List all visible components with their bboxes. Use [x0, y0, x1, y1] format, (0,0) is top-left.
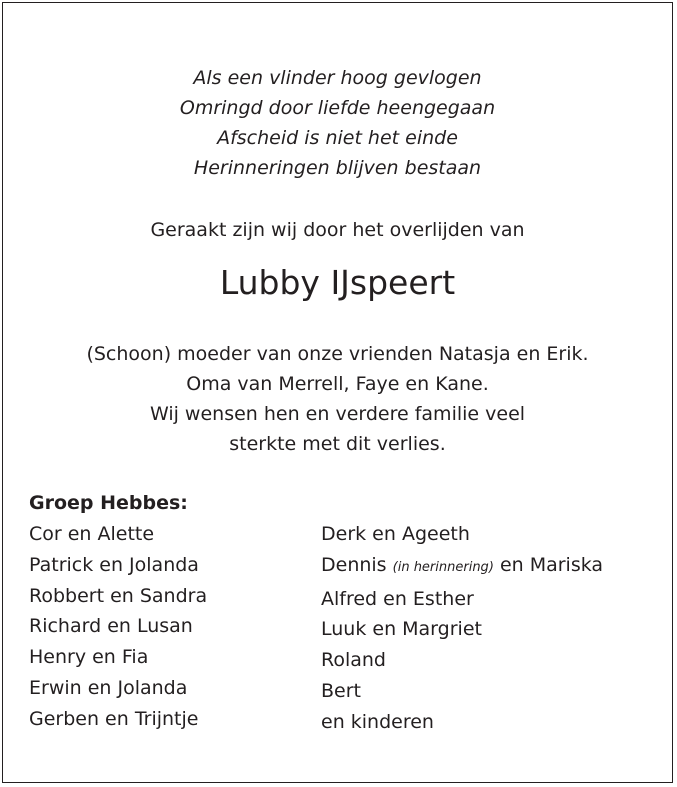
signatory: Cor en Alette [29, 523, 155, 545]
intro-text: Geraakt zijn wij door het overlijden van [150, 219, 525, 241]
signatory: Erwin en Jolanda [29, 676, 188, 699]
signatory: Bert [321, 679, 361, 702]
signatory-dennis [321, 550, 603, 584]
condolence-message [3, 339, 672, 459]
message-line: Oma van Merrell, Faye en Kane. [186, 373, 489, 395]
group-title: Groep Hebbes: [29, 492, 188, 514]
poem-line: Als een vlinder hoog gevlogen [193, 67, 482, 89]
memorial-note: (in herinnering) [392, 559, 494, 575]
signatories-left [29, 519, 207, 735]
signatory: Richard en Lusan [29, 615, 193, 638]
signatory-name: Dennis [321, 553, 387, 576]
obituary-card [2, 2, 673, 783]
signatories-right [321, 519, 603, 738]
poem [3, 63, 672, 183]
poem-line: Herinneringen blijven bestaan [193, 157, 482, 179]
signatory: Patrick en Jolanda [29, 553, 199, 576]
signatory: Robbert en Sandra [29, 584, 208, 607]
signatory: Roland [321, 649, 386, 672]
signatory: Henry en Fia [29, 646, 149, 669]
message-line: Wij wensen hen en verdere familie veel [149, 403, 526, 425]
signatory: Derk en Ageeth [321, 523, 470, 545]
deceased-name: Lubby IJspeert [219, 263, 456, 302]
signatory: Gerben en Trijntje [29, 707, 199, 730]
signatory-partner: en Mariska [499, 553, 604, 576]
signatory: Luuk en Margriet [321, 618, 482, 641]
poem-line: Omringd door liefde heengegaan [179, 97, 496, 119]
message-line: (Schoon) moeder van onze vrienden Natasja en Erik. [86, 343, 589, 365]
signatory: en kinderen [321, 710, 434, 733]
poem-line: Afscheid is niet het einde [217, 127, 458, 149]
message-line: sterkte met dit verlies. [229, 433, 446, 455]
signatory: Alfred en Esther [321, 587, 474, 610]
